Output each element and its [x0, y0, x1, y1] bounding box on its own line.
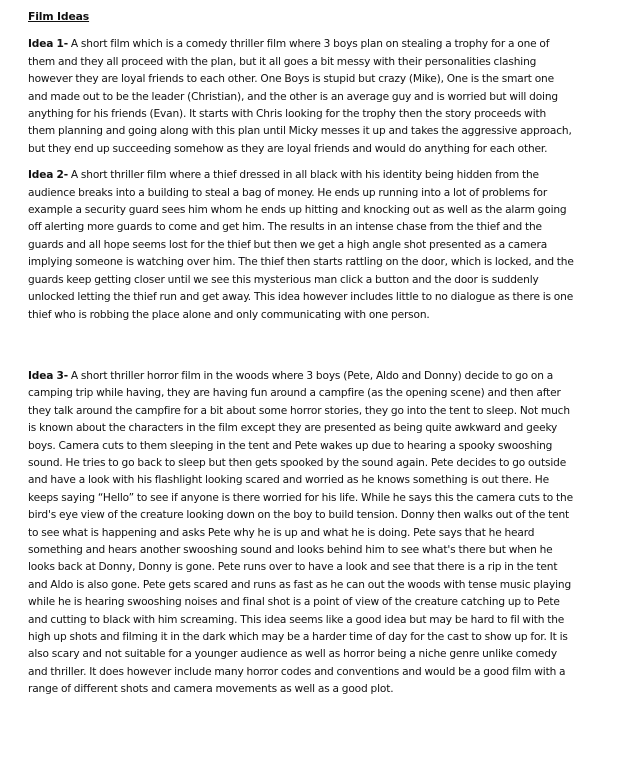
- idea-1-label: Idea 1-: [28, 38, 68, 51]
- document-page: [28, 8, 576, 699]
- idea-1-paragraph: [28, 36, 576, 158]
- idea-3-text: A short thriller horror film in the woods where 3 boys (Pete, Aldo and Donny) decide to go on a camping trip while having, they are having fun around a campfire (as the opening scene) and then after they talk around the campfire for a bit about some horror stories, they go into the tent to sleep. Not much is known about the characters in the film except they are presented as being quite awkward and geeky boys. Camera cuts to them sleeping in the tent and Pete wakes up due to hearing a spooky swooshing sound. He tries to go back to sleep but then gets spooked by the sound again. Pete decides to go outside and have a look with his flashlight looking scared and worried as he knows something is out there. He keeps saying “Hello” to see if anyone is there worried for his life. While he says this the camera cuts to the bird's eye view of the creature looking down on the boy to build tension. Donny then walks out of the tent to see what is happening and asks Pete why he is up and what he is doing. Pete says that he heard something and hears another swooshing sound and looks behind him to see what's there but when he looks back at Donny, Donny is gone. Pete runs over to have a look and see that there is a rip in the tent and Aldo is also gone. Pete gets scared and runs as fast as he can out the woods with tense music playing while he is hearing swooshing noises and final shot is a point of view of the creature catching up to Pete and cutting to black with him screaming. This idea seems like a good idea but may be hard to fil with the high up shots and filming it in the dark which may be a harder time of day for the cast to show up for. It is also scary and not suitable for a younger audience as well as horror being a niche genre unlike comedy and thriller. It does however include many horror codes and conventions and would be a good film with a range of different shots and camera movements as well as a good plot.: [28, 369, 573, 696]
- idea-2-paragraph: [28, 167, 576, 324]
- idea-2-text: A short thriller film where a thief dressed in all black with his identity being hidden from the audience breaks into a building to steal a bag of money. He ends up running into a lot of problems for example a security guard sees him whom he ends up hitting and knocking out as well as the alarm going off alerting more guards to come and get him. The results in an intense chase from the thief and the guards and all hope seems lost for the thief but then we get a high angle shot presented as a camera implying someone is watching over him. The thief then starts rattling on the door, which is locked, and the guards keep getting closer until we see this mysterious man click a button and the door is suddenly unlocked letting the thief run and get away. This idea however includes little to no dialogue as there is one thief who is robbing the place alone and only communicating with one person.: [28, 169, 574, 321]
- idea-1-text: A short film which is a comedy thriller film where 3 boys plan on stealing a trophy for a one of them and they all proceed with the plan, but it all goes a bit messy with their personalities clashing however they are loyal friends to each other. One Boys is stupid but crazy (Mike), One is the smart one and made out to be the leader (Christian), and the other is an average guy and is worried but will doing anything for his friends (Evan). It starts with Chris looking for the trophy then the story proceeds with them planning and going along with this plan until Micky messes it up and takes the aggressive approach, but they end up succeeding somehow as they are loyal friends and would do anything for each other.: [28, 38, 572, 155]
- idea-2-label: Idea 2-: [28, 169, 68, 182]
- idea-3-label: Idea 3-: [28, 369, 68, 382]
- idea-3-paragraph: [28, 368, 576, 699]
- document-title: Film Ideas: [28, 10, 90, 23]
